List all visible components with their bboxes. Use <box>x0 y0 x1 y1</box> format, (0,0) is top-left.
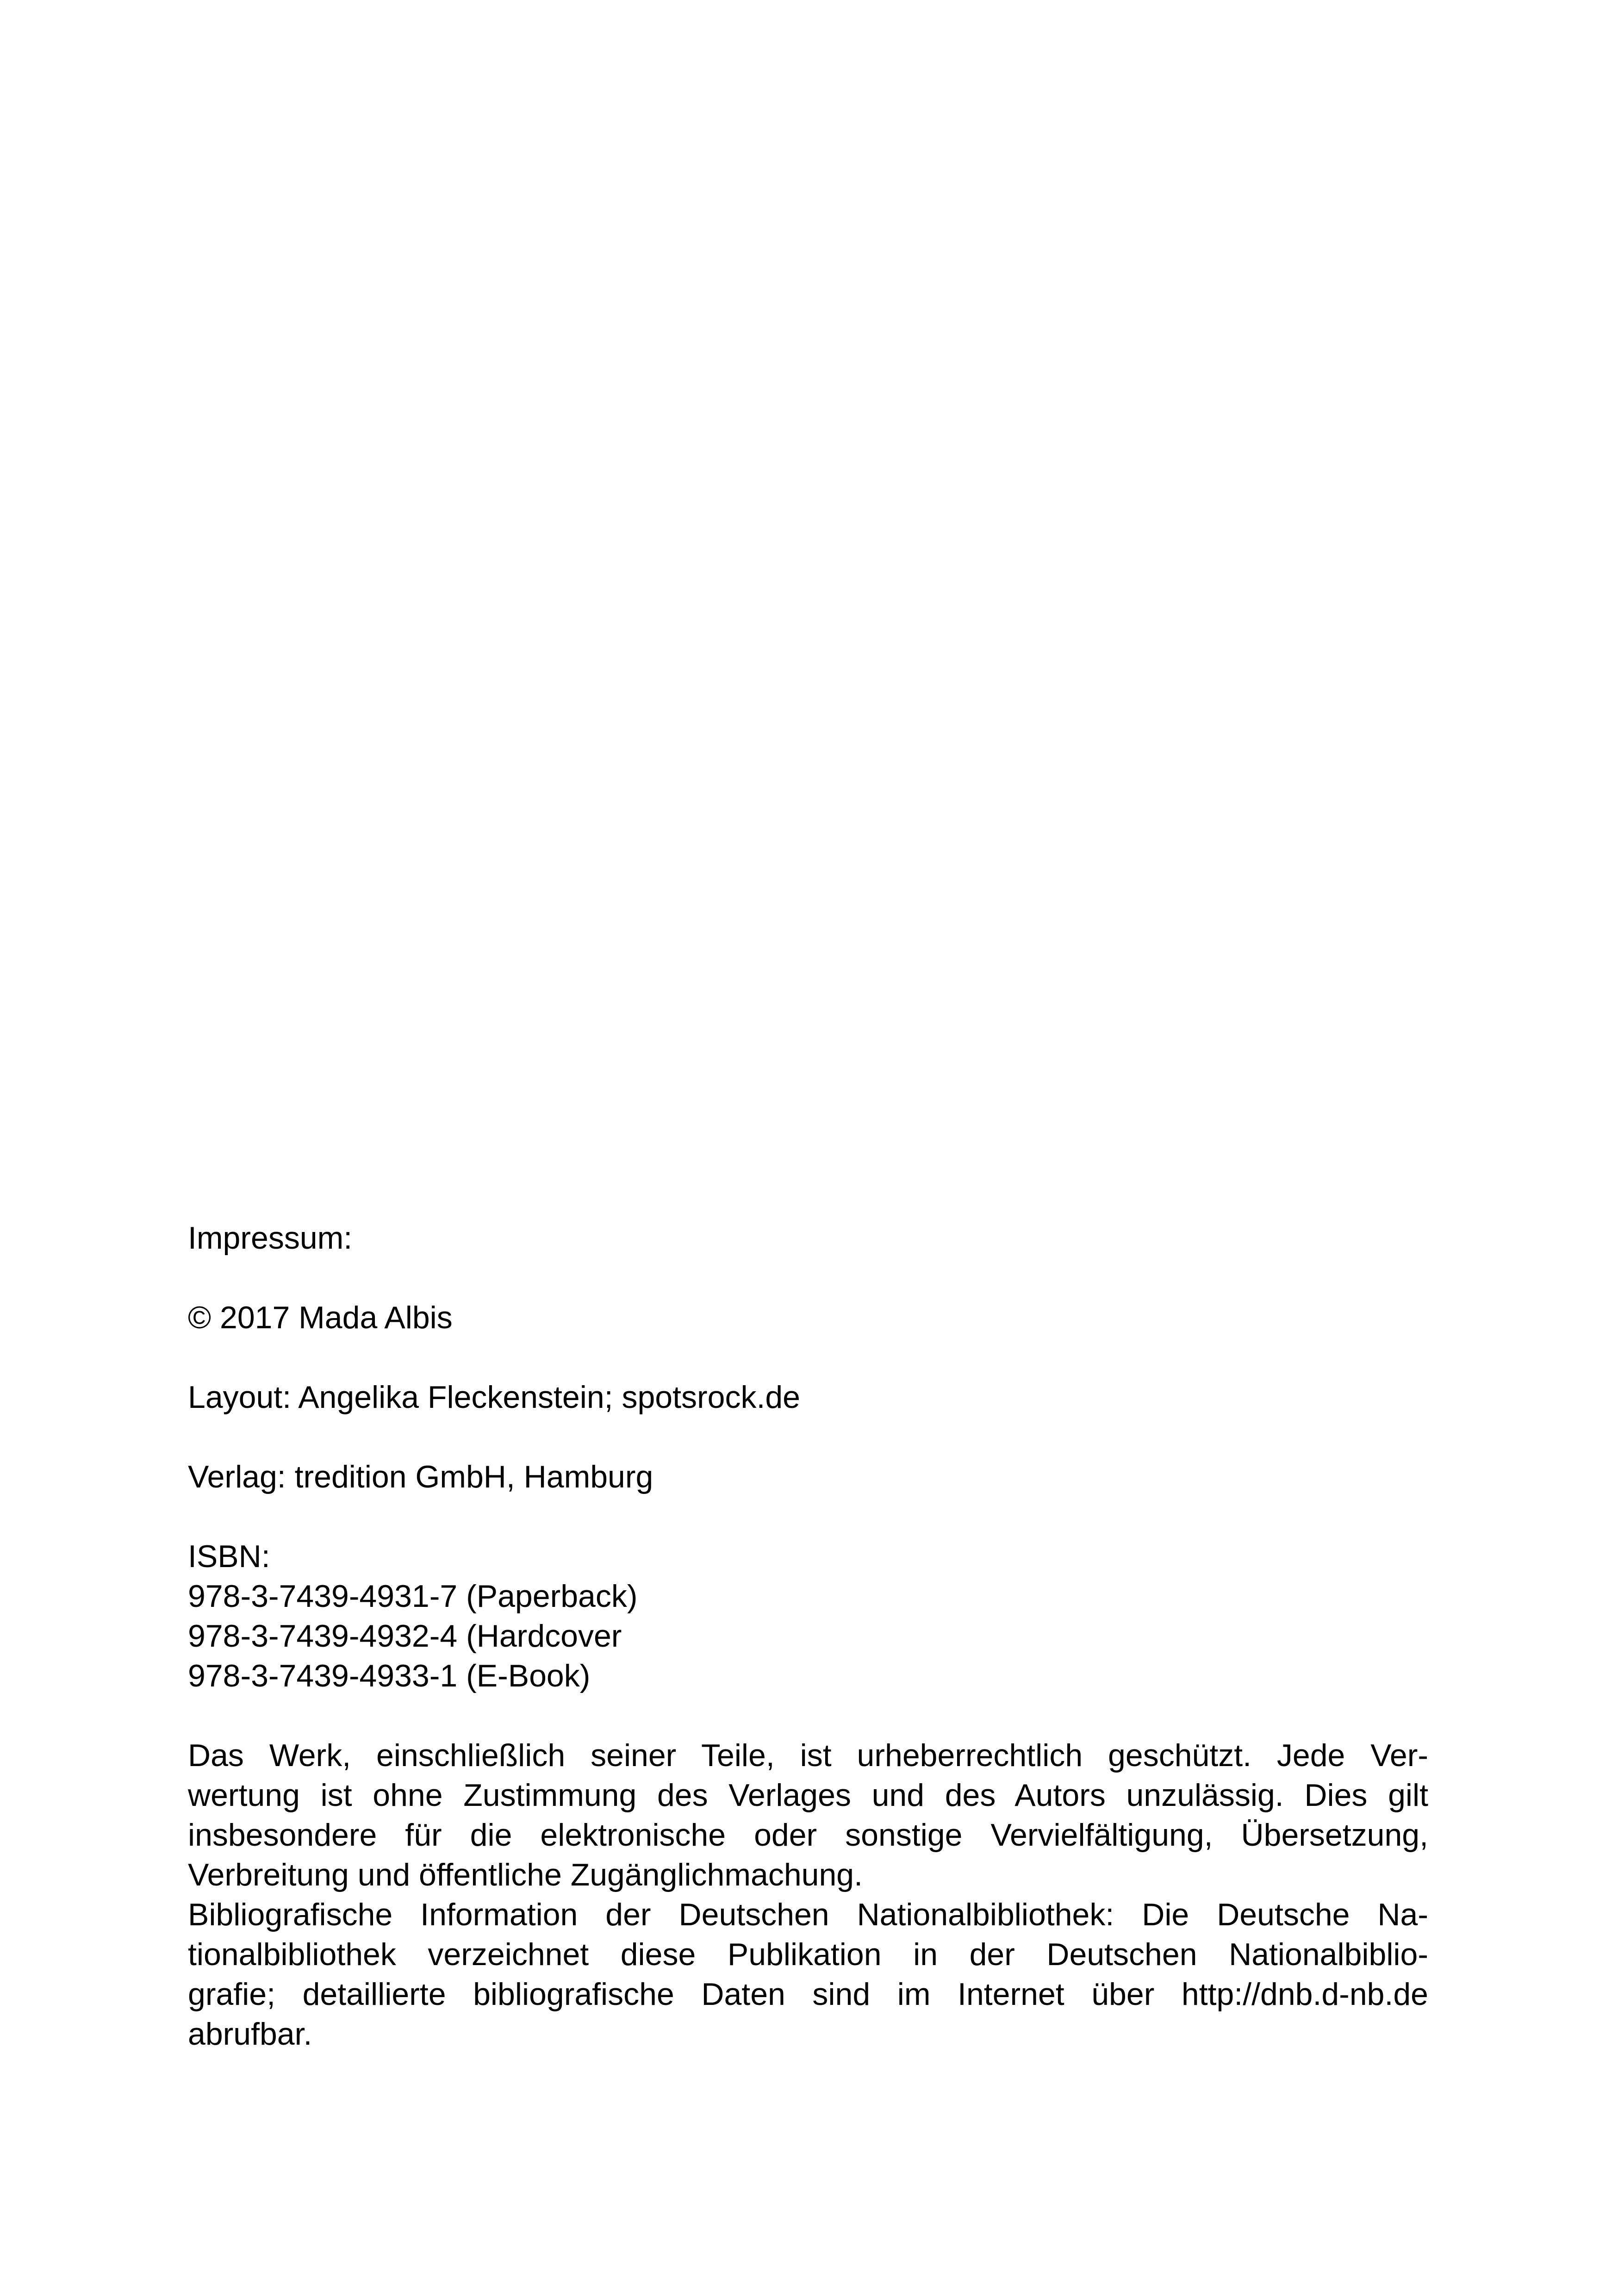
imprint-block <box>188 1218 1428 2054</box>
bibliographic-information <box>188 1895 1428 2054</box>
copyright-notice-line: insbesondere für die elektronische oder sonstige Vervielfältigung, Übersetzung, <box>188 1817 1428 1853</box>
isbn-label: ISBN: <box>188 1539 270 1574</box>
isbn-paperback: 978-3-7439-4931-7 (Paperback) <box>188 1579 638 1614</box>
bibliographic-line: abrufbar. <box>188 2016 312 2052</box>
bibliographic-line: tionalbibliothek verzeichnet diese Publikation in der Deutschen Nationalbiblio- <box>188 1937 1428 1972</box>
copyright-notice-line: Das Werk, einschließlich seiner Teile, ist urheberrechtlich geschützt. Jede Ver- <box>188 1738 1428 1773</box>
isbn-ebook: 978-3-7439-4933-1 (E-Book) <box>188 1658 591 1693</box>
isbn-hardcover: 978-3-7439-4932-4 (Hardcover <box>188 1618 622 1654</box>
copyright-line: © 2017 Mada Albis <box>188 1300 453 1335</box>
copyright-notice-line: Verbreitung und öffentliche Zugänglichmachung. <box>188 1857 863 1892</box>
publisher-line: Verlag: tredition GmbH, Hamburg <box>188 1459 653 1494</box>
bibliographic-line: Bibliografische Information der Deutschen Nationalbibliothek: Die Deutsche Na- <box>188 1897 1428 1932</box>
copyright-notice-line: wertung ist ohne Zustimmung des Verlages und des Autors unzulässig. Dies gilt <box>188 1778 1428 1813</box>
layout-credit: Layout: Angelika Fleckenstein; spotsrock.de <box>188 1380 800 1415</box>
copyright-notice <box>188 1736 1428 1895</box>
imprint-heading: Impressum: <box>188 1220 353 1256</box>
bibliographic-line: grafie; detaillierte bibliografische Daten sind im Internet über http://dnb.d-nb.de <box>188 1977 1428 2012</box>
